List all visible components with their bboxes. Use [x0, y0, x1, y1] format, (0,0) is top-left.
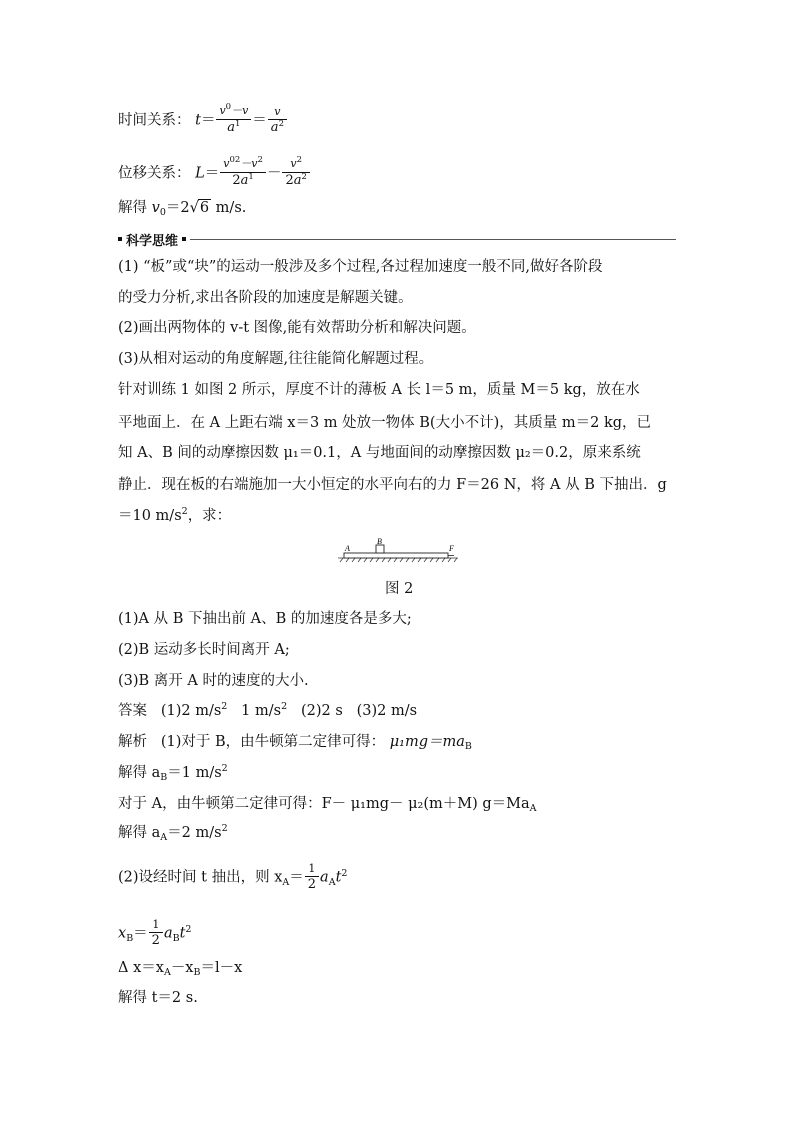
analysis-line-7: [118, 958, 242, 980]
problem-text: ＝10 m/s: [118, 508, 182, 524]
var-t: t: [179, 925, 186, 942]
answer-part: (3)2 m/s: [356, 703, 418, 719]
problem-line-1: 针对训练 1 如图 2 所示，厚度不计的薄板 A 长 l＝5 m，质量 M＝5 kg，放在水: [118, 382, 640, 398]
frac-den: 2: [305, 876, 319, 893]
radicand: 6: [199, 200, 210, 216]
analysis-text: ＝l－x: [200, 960, 243, 976]
time-fraction-2: [268, 105, 287, 137]
equals: ＝: [204, 165, 220, 182]
figure-caption: 图 2: [385, 581, 414, 597]
superscript: 2: [221, 763, 228, 774]
displacement-fraction-1: [220, 157, 266, 190]
superscript: 2: [221, 823, 228, 834]
thinking-line-2: 的受力分析,求出各阶段的加速度是解题关键。: [118, 290, 413, 306]
frac-sup: 2: [301, 172, 307, 182]
subscript: A: [160, 832, 168, 843]
analysis-text: 解得 a: [118, 825, 161, 841]
question-2: (2)B 运动多长时间离开 A;: [118, 642, 290, 658]
equals: ＝: [252, 112, 267, 129]
frac-sup: 02: [229, 155, 241, 165]
equals: ＝: [133, 925, 148, 942]
subscript: A: [328, 876, 336, 888]
solve-prefix: 解得: [118, 200, 152, 216]
answer-part: (2)2 s: [300, 703, 343, 719]
superscript: 2: [341, 867, 348, 879]
frac-text: a: [270, 119, 279, 135]
subscript: B: [160, 772, 168, 783]
section-heading: [118, 232, 676, 249]
frac-sup: 0: [225, 102, 232, 112]
problem-line-3: 知 A、B 间的动摩擦因数 μ₁＝0.1，A 与地面间的动摩擦因数 μ₂＝0.2，原来系统: [118, 445, 641, 461]
problem-line-2: 平地面上．在 A 上距右端 x＝3 m 处放一物体 B(大小不计)，其质量 m＝2 kg，已: [118, 415, 652, 431]
subscript: B: [464, 741, 472, 752]
frac-text: 2: [285, 173, 294, 188]
var-x: x: [118, 925, 127, 942]
problem-line-4: 静止．现在板的右端施加一大小恒定的水平向右的力 F＝26 N，将 A 从 B 下抽出．g: [118, 477, 667, 493]
question-3: (3)B 离开 A 时的速度的大小.: [118, 673, 309, 689]
analysis-line-6: [118, 918, 191, 949]
frac-sup: 1: [248, 172, 254, 182]
superscript: 2: [181, 506, 188, 517]
board-a: [344, 553, 448, 558]
analysis-line-5: [118, 862, 347, 893]
frac-text: 2: [232, 173, 241, 188]
subscript: B: [193, 967, 201, 978]
time-fraction-1: [216, 104, 251, 137]
frac-sup: 1: [235, 119, 241, 129]
question-1: (1)A 从 B 下抽出前 A、B 的加速度各是多大;: [118, 611, 412, 627]
displacement-fraction-2: [282, 157, 309, 190]
subscript: A: [529, 803, 537, 814]
frac-text: v: [223, 157, 230, 170]
var-L: L: [195, 165, 205, 182]
analysis-text: ＝2 m/s: [167, 825, 222, 841]
time-relation-line: [118, 104, 288, 137]
frac-text: －v: [231, 104, 249, 117]
subscript: A: [163, 967, 171, 978]
section-title: 科学思维: [126, 233, 179, 249]
analysis-text: (1)对于 B，由牛顿第二定律可得：: [160, 734, 386, 750]
analysis-line-1: [118, 732, 472, 754]
displacement-relation-label: 位移关系：: [118, 165, 191, 182]
var-a: a: [163, 925, 173, 942]
time-relation-label: 时间关系：: [118, 112, 191, 129]
analysis-line-4: [118, 823, 228, 845]
half-fraction: [149, 918, 163, 949]
subscript: B: [172, 932, 180, 944]
answer-part: (1)2 m/s: [160, 703, 222, 719]
superscript: 2: [221, 701, 228, 712]
frac-text: a: [227, 120, 236, 135]
frac-text: a: [240, 173, 249, 188]
thinking-line-4: (3)从相对运动的角度解题,往往能简化解题过程。: [118, 351, 434, 367]
block-b: [376, 545, 384, 553]
thinking-line-3: (2)画出两物体的 v-t 图像,能有效帮助分析和解决问题。: [118, 320, 476, 336]
minus: －: [266, 165, 282, 182]
superscript: 2: [185, 923, 192, 935]
solve-v0-line: [118, 198, 246, 220]
half-fraction: [305, 862, 319, 893]
frac-text: v: [219, 104, 226, 117]
answer-part: 1 m/s: [241, 703, 282, 719]
analysis-text: ＝1 m/s: [167, 765, 222, 781]
label-a: A: [345, 544, 350, 553]
analysis-text: －x: [170, 960, 194, 976]
answer-label: 答案: [118, 703, 147, 719]
analysis-line-3: [118, 794, 537, 816]
displacement-relation-line: [118, 157, 311, 190]
frac-sup: 2: [257, 155, 263, 165]
board-block-figure: [334, 535, 460, 565]
frac-num: 1: [152, 918, 160, 931]
subscript: A: [282, 876, 290, 888]
analysis-text: 对于 A，由牛顿第二定律可得：F－ μ₁mg－ μ₂(m＋M) g＝Ma: [118, 796, 530, 812]
analysis-line-8: 解得 t＝2 s.: [118, 990, 198, 1006]
equals: ＝: [289, 869, 304, 886]
frac-text: －v: [240, 157, 258, 170]
thinking-line-1: (1) “板”或“块”的运动一般涉及多个过程,各过程加速度一般不同,做好各阶段: [118, 259, 603, 275]
formula: μ₁mg＝ma: [389, 734, 465, 750]
unit: m/s.: [211, 200, 247, 216]
frac-text: a: [293, 173, 302, 188]
frac-den: 2: [149, 932, 163, 949]
analysis-text: 解得 a: [118, 765, 161, 781]
superscript: 2: [281, 701, 288, 712]
label-f: F: [449, 544, 454, 553]
analysis-text: Δ x＝x: [118, 960, 164, 976]
analysis-text: (2)设经时间 t 抽出，则 x: [118, 869, 283, 886]
ground-hatching: [338, 558, 458, 562]
subscript: B: [126, 932, 134, 944]
square-bullet-icon: [182, 237, 186, 241]
equals: ＝: [200, 112, 216, 129]
square-bullet-icon: [118, 237, 122, 241]
label-b: B: [377, 537, 382, 546]
problem-line-5: [118, 506, 231, 528]
var-t: t: [195, 112, 201, 129]
section-rule: [190, 239, 676, 240]
frac-text: v: [274, 104, 281, 118]
frac-sup: 2: [296, 155, 302, 165]
analysis-line-2: [118, 763, 228, 785]
analysis-label: 解析: [118, 734, 147, 750]
subscript: 0: [159, 207, 166, 218]
var-a: a: [320, 869, 329, 886]
frac-text: v: [290, 157, 297, 170]
var-t: t: [335, 869, 342, 886]
sqrt-icon: √: [189, 200, 199, 216]
var-v: v: [151, 200, 160, 216]
problem-text: ，求：: [187, 508, 232, 524]
equals-value: ＝2: [165, 200, 190, 216]
frac-sup: 2: [278, 118, 284, 129]
answer-line: [118, 701, 417, 723]
frac-num: 1: [308, 862, 316, 875]
